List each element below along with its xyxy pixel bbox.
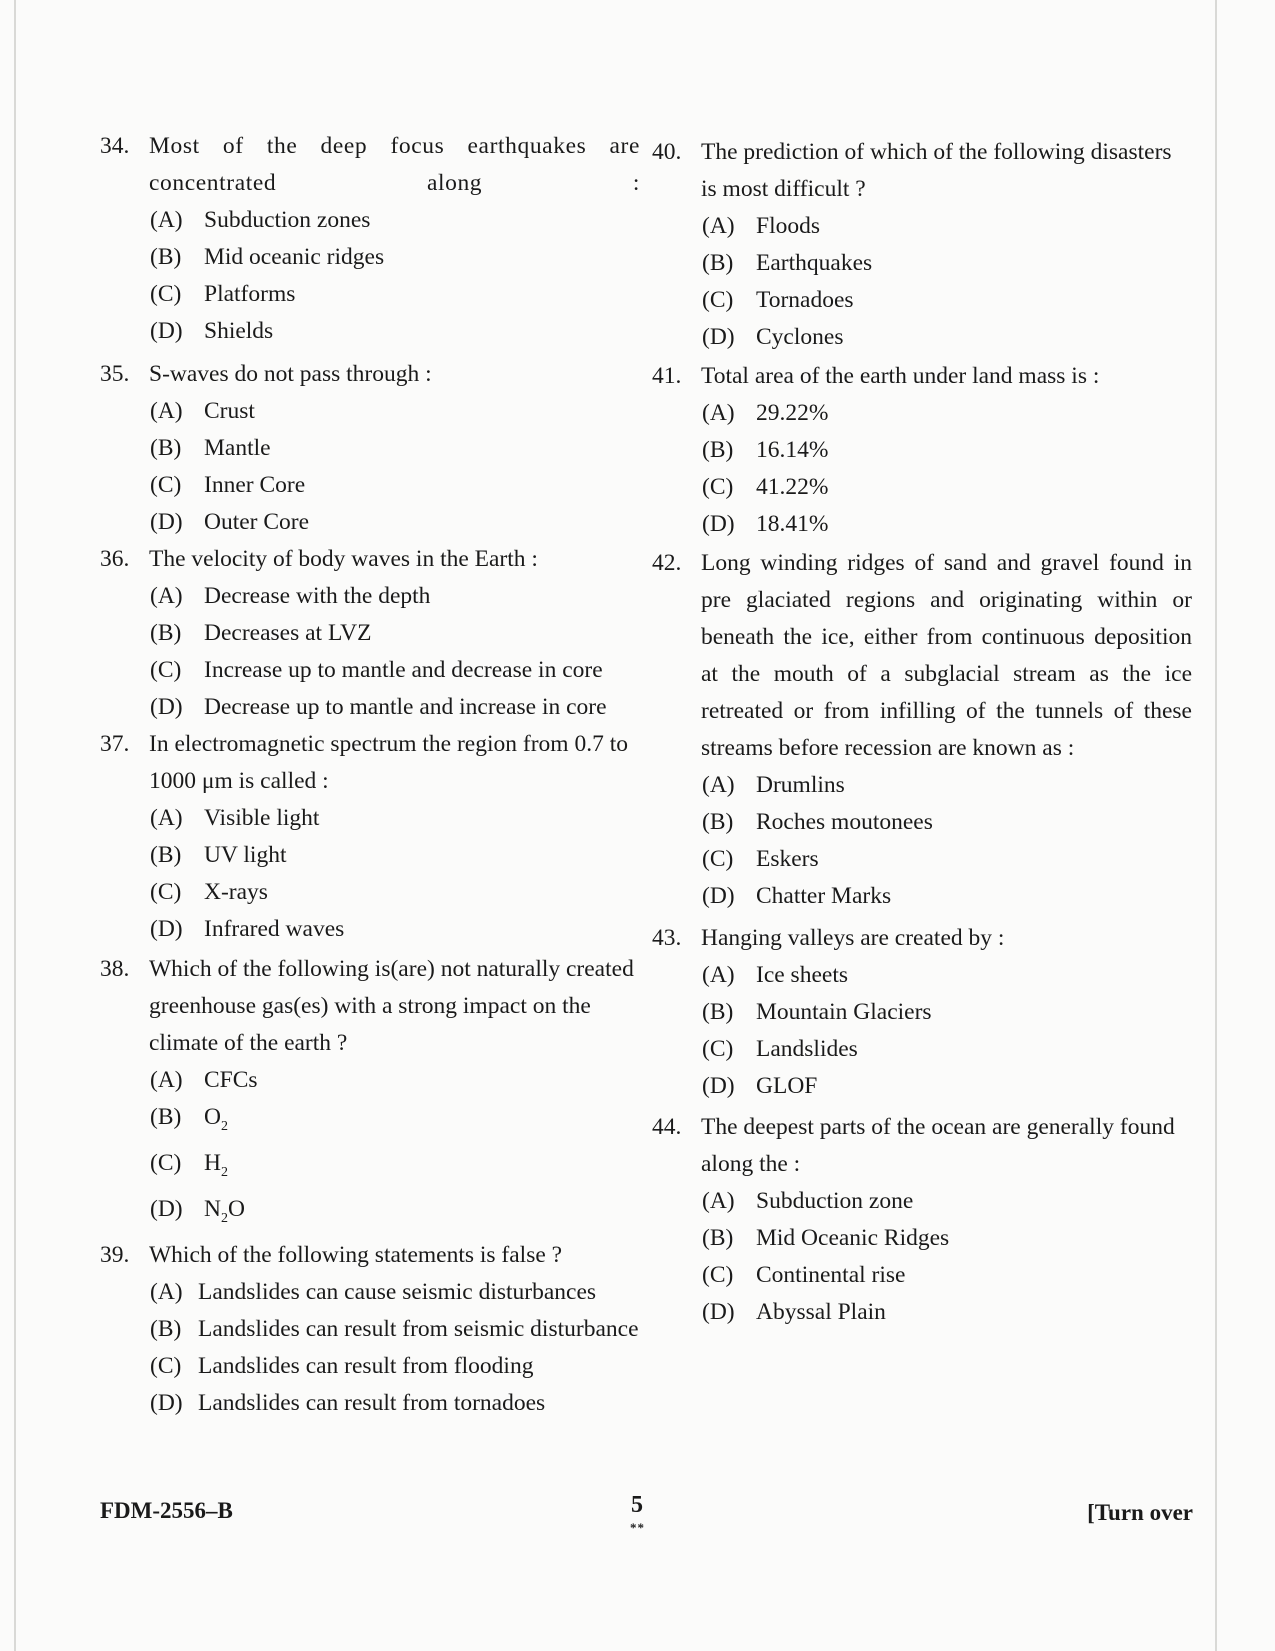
option-letter: (D): [702, 511, 735, 537]
option-c: [702, 1031, 1192, 1068]
option-d: [702, 1294, 1192, 1331]
option-letter: (A): [150, 207, 183, 233]
question-text: Total area of the earth under land mass is :: [701, 363, 1100, 389]
question-text: Which of the following is(are) not naturally created greenhouse gas(es) with a strong impact on the climate of the earth ?: [149, 956, 634, 1056]
formula-subscript: 2: [220, 1165, 228, 1180]
option-text: Inner Core: [204, 472, 306, 498]
option-a: [150, 202, 640, 239]
option-text: Decreases at LVZ: [204, 620, 372, 646]
option-letter: (D): [150, 318, 183, 344]
option-text: Infrared waves: [204, 916, 345, 942]
formula-subscript: 2: [220, 1119, 228, 1134]
option-letter: (B): [150, 435, 182, 461]
option-letter: (B): [702, 1225, 734, 1251]
formula-base: O: [204, 1104, 221, 1130]
option-text: Drumlins: [756, 772, 845, 798]
option-a: [702, 957, 1192, 994]
option-letter: (A): [702, 213, 735, 239]
option-letter: (B): [150, 620, 182, 646]
option-letter: (C): [150, 657, 182, 683]
question-34: [100, 128, 640, 350]
option-text: Crust: [204, 398, 255, 424]
option-text: Floods: [756, 213, 820, 239]
option-a: [702, 1183, 1192, 1220]
option-letter: (D): [150, 694, 183, 720]
question-42: [652, 545, 1192, 915]
option-text: GLOF: [756, 1073, 818, 1099]
option-text: Outer Core: [204, 509, 310, 535]
option-text: Subduction zones: [204, 207, 371, 233]
option-text: 41.22%: [756, 474, 829, 500]
formula-suffix: O: [227, 1196, 245, 1222]
option-letter: (A): [150, 1279, 183, 1305]
option-b: [150, 1311, 640, 1348]
option-a: [150, 1274, 640, 1311]
question-36: [100, 541, 640, 726]
option-d: [702, 878, 1192, 915]
option-d: [150, 504, 640, 541]
option-letter: (B): [702, 250, 734, 276]
option-text: CFCs: [204, 1067, 258, 1093]
option-text: X-rays: [204, 879, 268, 905]
option-c: [150, 276, 640, 313]
scan-edge-left: [14, 0, 16, 1651]
option-text: Ice sheets: [756, 962, 848, 988]
option-text: 29.22%: [756, 400, 829, 426]
question-text: Hanging valleys are created by :: [701, 925, 1005, 951]
option-c: [150, 467, 640, 504]
option-letter: (D): [702, 1073, 735, 1099]
option-b: [702, 432, 1192, 469]
question-text: Most of the deep focus earthquakes are concentrated along :: [149, 133, 640, 196]
question-text: In electromagnetic spectrum the region from 0.7 to 1000 μm is called :: [149, 731, 628, 794]
option-d: [702, 319, 1192, 356]
question-number: 38.: [100, 956, 130, 982]
option-letter: (C): [150, 472, 182, 498]
option-b: [150, 239, 640, 276]
option-d: [150, 1191, 640, 1237]
turn-over-note: [Turn over: [1087, 1500, 1193, 1525]
option-letter: (C): [150, 1150, 182, 1176]
option-text: Mantle: [204, 435, 271, 461]
option-text: Eskers: [756, 846, 819, 872]
option-letter: (C): [150, 1353, 182, 1379]
option-letter: (B): [150, 244, 182, 270]
option-text: Landslides can result from seismic disturbance: [198, 1316, 639, 1342]
formula-n2o: [204, 1191, 640, 1237]
option-text: Continental rise: [756, 1262, 906, 1288]
question-number: 42.: [652, 550, 682, 576]
option-text: Platforms: [204, 281, 296, 307]
option-c: [150, 1348, 640, 1385]
question-number: 35.: [100, 361, 130, 387]
option-letter: (D): [150, 916, 183, 942]
option-c: [702, 469, 1192, 506]
question-number: 40.: [652, 139, 682, 165]
option-letter: (C): [150, 879, 182, 905]
question-text: The deepest parts of the ocean are generally found along the :: [701, 1114, 1175, 1177]
option-letter: (B): [150, 842, 182, 868]
option-text: Tornadoes: [756, 287, 854, 313]
question-37: [100, 726, 640, 948]
formula-o2: [204, 1099, 640, 1145]
option-b: [150, 430, 640, 467]
option-letter: (C): [702, 1036, 734, 1062]
formula-base: H: [204, 1150, 221, 1176]
option-c: [150, 652, 640, 689]
question-text: Long winding ridges of sand and gravel found in pre glaciated regions and originating within or beneath the ice, either from continuous deposition at the mouth of a subglacial stream as the ice retreated or from infilling of the tunnels of these streams before recession are known as :: [701, 550, 1192, 761]
option-c: [702, 1257, 1192, 1294]
option-letter: (C): [150, 281, 182, 307]
option-d: [150, 1385, 640, 1422]
option-a: [150, 578, 640, 615]
option-text: Landslides can result from tornadoes: [198, 1390, 546, 1416]
option-letter: (D): [150, 1390, 183, 1416]
option-text: Landslides: [756, 1036, 858, 1062]
option-letter: (A): [702, 962, 735, 988]
option-c: [150, 1145, 640, 1191]
option-text: Earthquakes: [756, 250, 873, 276]
option-a: [702, 395, 1192, 432]
formula-base: N: [204, 1196, 221, 1222]
option-d: [702, 1068, 1192, 1105]
option-text: Shields: [204, 318, 274, 344]
question-text: Which of the following statements is false ?: [149, 1242, 563, 1268]
option-text: Mid Oceanic Ridges: [756, 1225, 950, 1251]
option-letter: (C): [702, 474, 734, 500]
option-b: [150, 615, 640, 652]
question-number: 37.: [100, 731, 130, 757]
option-text: 18.41%: [756, 511, 829, 537]
option-text: Chatter Marks: [756, 883, 892, 909]
option-c: [702, 841, 1192, 878]
option-b: [702, 994, 1192, 1031]
option-letter: (D): [702, 1299, 735, 1325]
option-text: Decrease with the depth: [204, 583, 431, 609]
option-text: Mountain Glaciers: [756, 999, 932, 1025]
option-d: [702, 506, 1192, 543]
option-letter: (C): [702, 846, 734, 872]
question-number: 44.: [652, 1114, 682, 1140]
option-letter: (B): [150, 1104, 182, 1130]
paper-code: FDM-2556–B: [100, 1498, 233, 1523]
option-letter: (A): [150, 398, 183, 424]
question-number: 41.: [652, 363, 682, 389]
question-39: [100, 1237, 640, 1422]
question-43: [652, 920, 1192, 1105]
option-letter: (A): [150, 583, 183, 609]
option-text: Visible light: [204, 805, 320, 831]
left-column: [100, 128, 640, 1422]
option-letter: (B): [150, 1316, 182, 1342]
option-letter: (A): [150, 805, 183, 831]
option-letter: (B): [702, 437, 734, 463]
option-text: UV light: [204, 842, 287, 868]
option-c: [702, 282, 1192, 319]
option-a: [702, 208, 1192, 245]
option-letter: (B): [702, 809, 734, 835]
question-number: 34.: [100, 133, 130, 159]
option-letter: (D): [150, 509, 183, 535]
option-letter: (D): [702, 324, 735, 350]
option-a: [702, 767, 1192, 804]
option-letter: (A): [702, 772, 735, 798]
option-text: Landslides can cause seismic disturbances: [198, 1279, 597, 1305]
option-letter: (A): [702, 400, 735, 426]
option-text: Decrease up to mantle and increase in core: [204, 694, 607, 720]
option-letter: (D): [702, 883, 735, 909]
option-letter: (C): [702, 287, 734, 313]
option-a: [150, 800, 640, 837]
option-text: Subduction zone: [756, 1188, 914, 1214]
question-text: The prediction of which of the following disasters is most difficult ?: [701, 139, 1172, 202]
question-40: [652, 134, 1192, 356]
question-35: [100, 356, 640, 541]
question-38: [100, 951, 640, 1237]
question-44: [652, 1109, 1192, 1331]
option-letter: (C): [702, 1262, 734, 1288]
option-text: Mid oceanic ridges: [204, 244, 385, 270]
page-number: 5: [631, 1492, 643, 1518]
question-text: S-waves do not pass through :: [149, 361, 432, 387]
option-text: Landslides can result from flooding: [198, 1353, 534, 1379]
option-d: [150, 313, 640, 350]
option-a: [150, 1062, 640, 1099]
formula-h2: [204, 1145, 640, 1191]
option-b: [150, 837, 640, 874]
option-letter: (D): [150, 1196, 183, 1222]
option-letter: (B): [702, 999, 734, 1025]
option-b: [702, 1220, 1192, 1257]
option-b: [702, 804, 1192, 841]
question-number: 36.: [100, 546, 130, 572]
question-text: The velocity of body waves in the Earth :: [149, 546, 538, 572]
option-a: [150, 393, 640, 430]
option-letter: (A): [702, 1188, 735, 1214]
option-text: Increase up to mantle and decrease in core: [204, 657, 603, 683]
option-text: Roches moutonees: [756, 809, 933, 835]
option-text: Abyssal Plain: [756, 1299, 886, 1325]
question-number: 43.: [652, 925, 682, 951]
option-d: [150, 911, 640, 948]
option-b: [150, 1099, 640, 1145]
option-text: Cyclones: [756, 324, 844, 350]
page-marks: **: [630, 1520, 645, 1535]
option-letter: (A): [150, 1067, 183, 1093]
option-c: [150, 874, 640, 911]
question-41: [652, 358, 1192, 543]
question-number: 39.: [100, 1242, 130, 1268]
formula-subscript: 2: [220, 1211, 228, 1226]
option-d: [150, 689, 640, 726]
right-column: [652, 134, 1192, 1331]
option-b: [702, 245, 1192, 282]
option-text: 16.14%: [756, 437, 829, 463]
scan-edge-right: [1215, 0, 1217, 1651]
